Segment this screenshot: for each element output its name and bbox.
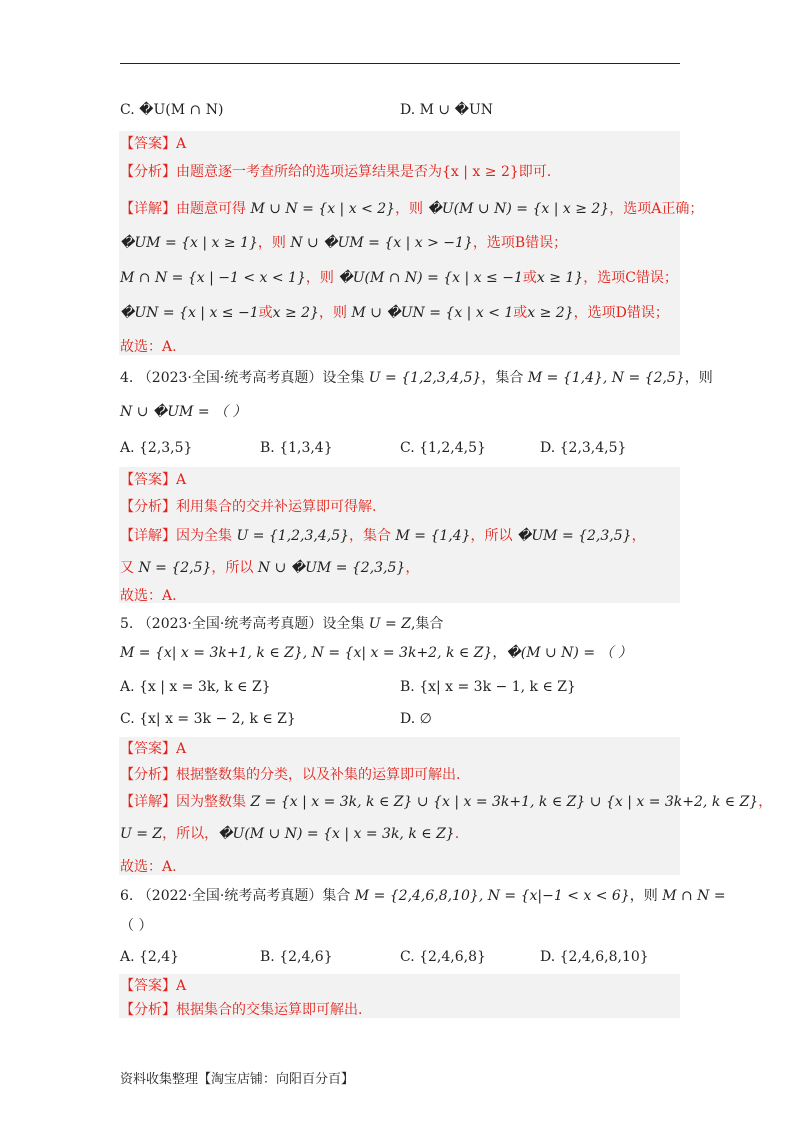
q3-analysis: 【分析】由题意逐一考查所给的选项运算结果是否为{x | x ≥ 2}即可. bbox=[120, 164, 552, 180]
q5-option-d: D. ∅ bbox=[400, 711, 432, 727]
q4-option-c: C. {1,2,4,5} bbox=[400, 440, 486, 456]
q6-option-b: B. {2,4,6} bbox=[260, 949, 333, 965]
header-rule bbox=[120, 63, 680, 64]
q3-option-d: D. M ∪ �UN bbox=[400, 102, 493, 118]
q3-detail-line3: M ∩ N = {x | −1 < x < 1}，则 �U(M ∩ N) = {x | x ≤ −1或x ≥ 1}，选项C错误； bbox=[120, 270, 678, 286]
q6-stem: 6. （2022·全国·统考高考真题）集合 M = {2,4,6,8,10}, N = {x|−1 < x < 6}，则 M ∩ N = bbox=[120, 888, 726, 904]
q6-stem-line2: （ ） bbox=[120, 918, 153, 934]
page-footer: 资料收集整理【淘宝店铺：向阳百分百】 bbox=[120, 1072, 355, 1087]
q3-option-c: C. �U(M ∩ N) bbox=[120, 102, 224, 118]
q5-stem-line2: M = {x| x = 3k+1, k ∈ Z}, N = {x| x = 3k+2, k ∈ Z}，�(M ∪ N) = （ ） bbox=[120, 645, 632, 661]
q5-answer: 【答案】A bbox=[120, 741, 187, 757]
q3-detail-line2: �UM = {x | x ≥ 1}，则 N ∪ �UM = {x | x > −1}，选项B错误； bbox=[120, 235, 568, 251]
q6-option-a: A. {2,4} bbox=[120, 949, 180, 965]
q5-stem: 5. （2023·全国·统考高考真题）设全集 U = Z,集合 bbox=[120, 616, 444, 632]
q6-option-c: C. {2,4,6,8} bbox=[400, 949, 486, 965]
q6-analysis: 【分析】根据集合的交集运算即可解出. bbox=[120, 1002, 363, 1018]
q5-detail-line2: U = Z，所以，�U(M ∪ N) = {x | x = 3k, k ∈ Z}. bbox=[120, 826, 460, 842]
q5-option-c: C. {x| x = 3k − 2, k ∈ Z} bbox=[120, 711, 296, 727]
q5-option-b: B. {x| x = 3k − 1, k ∈ Z} bbox=[400, 679, 576, 695]
q3-final: 故选：A. bbox=[120, 339, 177, 355]
q4-detail-line2: 又 N = {2,5}，所以 N ∪ �UM = {2,3,5}， bbox=[120, 560, 420, 576]
q4-analysis: 【分析】利用集合的交并补运算即可得解. bbox=[120, 499, 377, 515]
q6-answer: 【答案】A bbox=[120, 978, 187, 994]
q4-option-a: A. {2,3,5} bbox=[120, 440, 193, 456]
q4-option-d: D. {2,3,4,5} bbox=[540, 440, 627, 456]
q4-stem: 4. （2023·全国·统考高考真题）设全集 U = {1,2,3,4,5}，集合 M = {1,4}, N = {2,5}，则 bbox=[120, 370, 713, 386]
q4-answer: 【答案】A bbox=[120, 472, 187, 488]
q5-option-a: A. {x | x = 3k, k ∈ Z} bbox=[120, 679, 271, 695]
q4-final: 故选：A. bbox=[120, 588, 177, 604]
q6-option-d: D. {2,4,6,8,10} bbox=[540, 949, 649, 965]
q3-answer: 【答案】A bbox=[120, 136, 187, 152]
q3-detail-line1: 【详解】由题意可得 M ∪ N = {x | x < 2}，则 �U(M ∪ N) = {x | x ≥ 2}，选项A正确； bbox=[120, 201, 704, 217]
q4-stem-line2: N ∪ �UM = （ ） bbox=[120, 404, 247, 420]
q5-analysis: 【分析】根据整数集的分类，以及补集的运算即可解出. bbox=[120, 767, 461, 783]
q4-option-b: B. {1,3,4} bbox=[260, 440, 333, 456]
q4-detail-line1: 【详解】因为全集 U = {1,2,3,4,5}，集合 M = {1,4}，所以 �UM = {2,3,5}， bbox=[120, 528, 646, 544]
q5-final: 故选：A. bbox=[120, 859, 177, 875]
q3-detail-line4: �UN = {x | x ≤ −1或x ≥ 2}，则 M ∪ �UN = {x | x < 1或x ≥ 2}，选项D错误； bbox=[120, 305, 669, 321]
q5-detail-line1: 【详解】因为整数集 Z = {x | x = 3k, k ∈ Z} ∪ {x | x = 3k+1, k ∈ Z} ∪ {x | x = 3k+2, k ∈ Z}， bbox=[120, 794, 773, 810]
